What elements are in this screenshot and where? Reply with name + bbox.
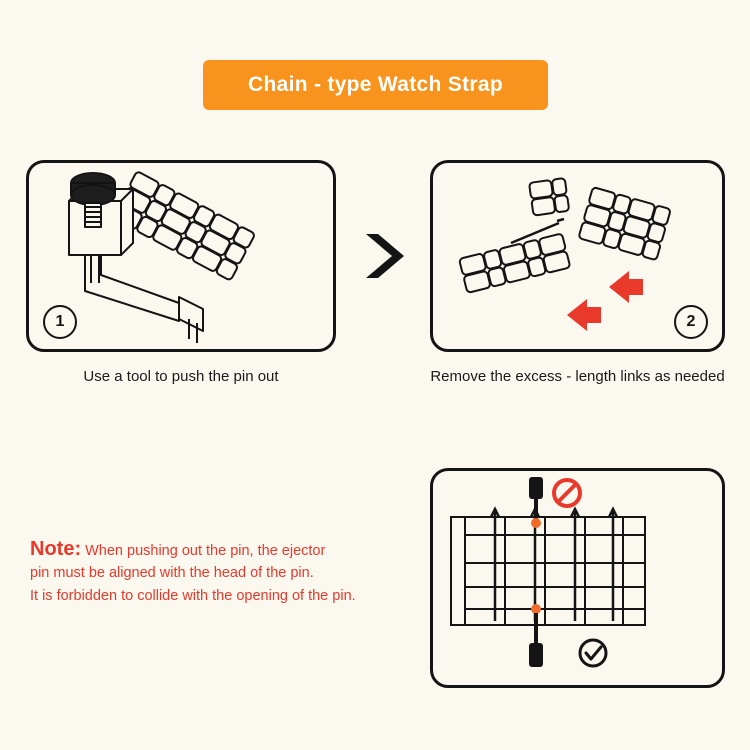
step-2-badge: 2 [674, 305, 708, 339]
check-circle-icon [580, 640, 606, 666]
page-title-banner [203, 60, 548, 110]
step-2-panel [430, 160, 725, 352]
step-1-panel [26, 160, 336, 352]
pin-alignment-detail-panel [430, 468, 725, 688]
prohibited-icon [554, 480, 580, 506]
step-1-badge: 1 [43, 305, 77, 339]
note-text-2: pin must be aligned with the head of the pin. [30, 565, 314, 582]
note-text-3: It is forbidden to collide with the opening of the pin. [30, 587, 356, 604]
step-2-caption: Remove the excess - length links as needed [430, 368, 725, 385]
note-label: Note: [30, 538, 82, 560]
note-text-1: When pushing out the pin, the ejector [85, 543, 326, 559]
note-block [30, 538, 420, 607]
page-title: Chain - type Watch Strap [248, 73, 503, 96]
note-line-1 [30, 538, 420, 562]
chevron-right-arrow-icon [358, 228, 414, 284]
pin-alignment-illustration [433, 471, 722, 685]
step-1-caption: Use a tool to push the pin out [83, 368, 279, 385]
direction-arrows-icon [567, 271, 643, 331]
